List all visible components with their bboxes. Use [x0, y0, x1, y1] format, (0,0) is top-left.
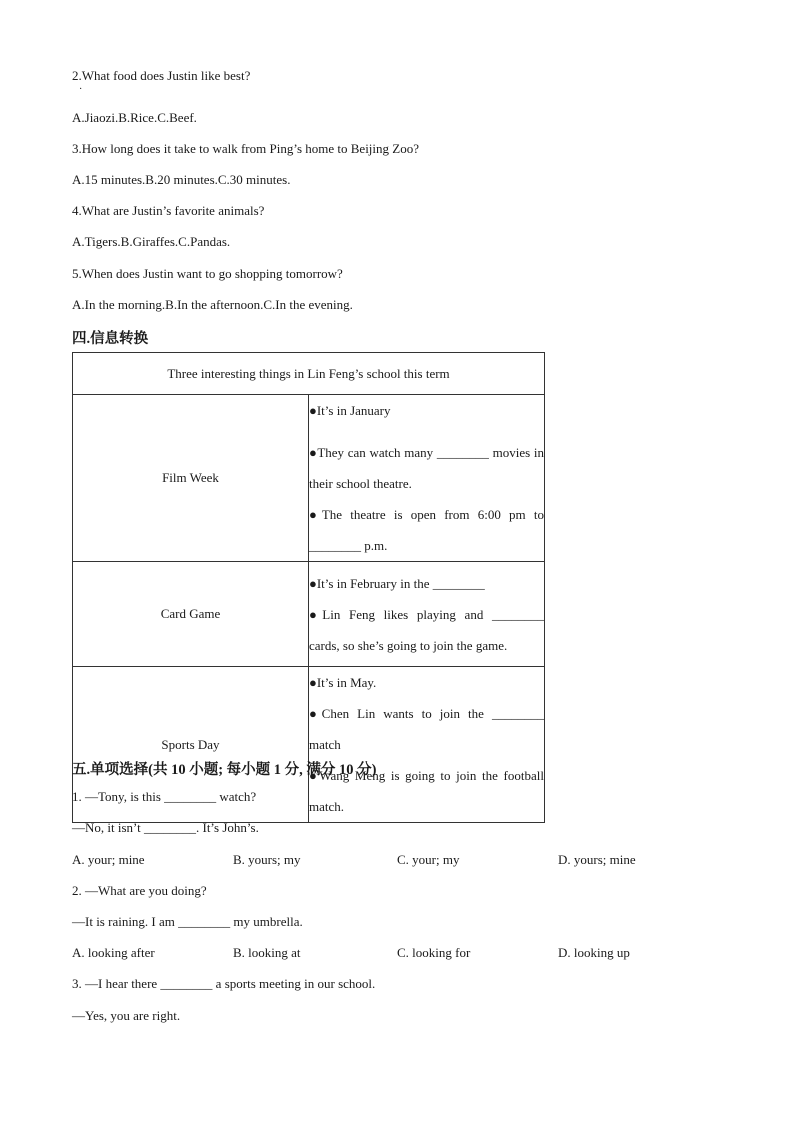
- row-label-card-game: Card Game: [73, 562, 309, 667]
- question-4: 4.What are Justin’s favorite animals?: [72, 203, 265, 218]
- option-b: B. yours; my: [233, 852, 301, 867]
- row-content-card-game: [309, 562, 545, 667]
- stray-dot: ·: [79, 84, 83, 95]
- section-4-heading: 四.信息转换: [72, 331, 149, 347]
- table-line: ●It’s in January: [309, 403, 391, 418]
- table-line: ●It’s in February in the ________: [309, 575, 485, 591]
- mc-question-3-line-2: —Yes, you are right.: [72, 1008, 181, 1023]
- mc-question-2-line-1: 2. —What are you doing?: [72, 883, 207, 898]
- option-a: A. your; mine: [72, 852, 145, 867]
- question-2-options: A.Jiaozi.B.Rice.C.Beef.: [72, 110, 197, 125]
- table-line: ●It’s in May.: [309, 675, 377, 690]
- question-4-options: A.Tigers.B.Giraffes.C.Pandas.: [72, 234, 231, 249]
- table-line: ●Wang Meng is going to join the football match.: [309, 768, 544, 814]
- question-3: 3.How long does it take to walk from Ping’s home to Beijing Zoo?: [72, 141, 419, 156]
- row-content-film-week: [309, 395, 545, 562]
- table-line: ●Lin Feng likes playing and ________ cards, so she’s going to join the game.: [309, 606, 544, 653]
- row-content-sports-day: [309, 667, 545, 823]
- table-line: ●They can watch many ________ movies in their school theatre.: [309, 445, 544, 491]
- question-5-options: A.In the morning.B.In the afternoon.C.In the evening.: [72, 297, 353, 312]
- mc-question-1-line-2: —No, it isn’t ________. It’s John’s.: [72, 820, 259, 835]
- option-c: C. your; my: [397, 852, 460, 867]
- mc-question-1-line-1: 1. —Tony, is this ________ watch?: [72, 789, 257, 804]
- question-2: 2.What food does Justin like best?: [72, 68, 251, 83]
- option-c: C. looking for: [397, 945, 471, 960]
- option-a: A. looking after: [72, 945, 155, 960]
- info-table: [72, 352, 545, 823]
- table-row: [73, 395, 545, 562]
- table-row: [73, 562, 545, 667]
- option-d: D. yours; mine: [558, 852, 636, 867]
- table-line: ●Chen Lin wants to join the ________ match: [309, 706, 544, 752]
- question-3-options: A.15 minutes.B.20 minutes.C.30 minutes.: [72, 172, 291, 187]
- row-label-sports-day: Sports Day: [73, 667, 309, 823]
- option-d: D. looking up: [558, 945, 630, 960]
- row-label-film-week: Film Week: [73, 395, 309, 562]
- option-b: B. looking at: [233, 945, 301, 960]
- mc-question-3-line-1: 3. —I hear there ________ a sports meeting in our school.: [72, 976, 376, 991]
- table-title: Three interesting things in Lin Feng’s school this term: [73, 353, 545, 395]
- question-5: 5.When does Justin want to go shopping tomorrow?: [72, 266, 343, 281]
- table-line: ●The theatre is open from 6:00 pm to ________ p.m.: [309, 507, 544, 553]
- mc-question-2-line-2: —It is raining. I am ________ my umbrella.: [72, 914, 303, 929]
- section-5-heading: 五.单项选择(共 10 小题; 每小题 1 分, 满分 10 分): [72, 762, 377, 778]
